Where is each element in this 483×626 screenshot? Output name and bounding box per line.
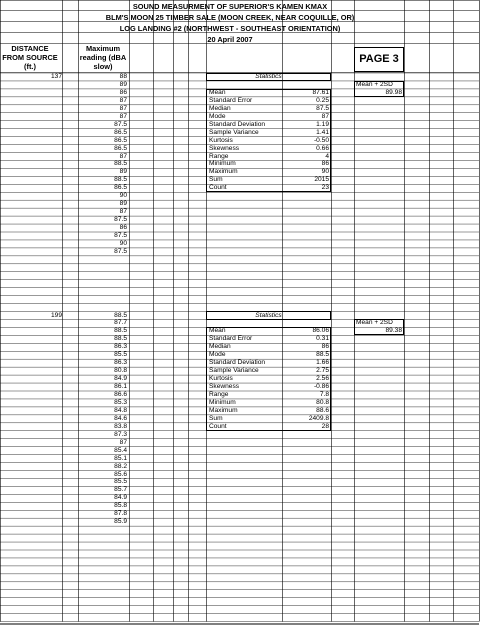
title-line-1: SOUND MEASURMENT OF SUPERIOR'S KAMEN KMAX (132, 2, 328, 11)
stat-label: Sum (209, 414, 223, 422)
title-line-3: LOG LANDING #2 (NORTHWEST - SOUTHEAST ORIENTATION) (119, 24, 341, 33)
reading-value: 84.6 (114, 414, 127, 422)
reading-value: 85.7 (114, 486, 127, 494)
reading-value: 87 (119, 112, 127, 120)
reading-value: 87.8 (114, 510, 127, 518)
reading-value: 83.8 (114, 422, 127, 430)
reading-value: 87 (119, 152, 127, 160)
mean-2sd-box (354, 319, 404, 335)
reading-value: 88 (119, 73, 127, 80)
reading-value: 88.5 (114, 176, 127, 184)
reading-value: 88.5 (114, 335, 127, 343)
stat-value: 80.8 (316, 398, 329, 406)
stat-label: Range (209, 152, 229, 160)
stat-value: 87.61 (312, 88, 329, 96)
reading-value: 87 (119, 104, 127, 112)
reading-value: 86.3 (114, 343, 127, 351)
reading-value: 80.8 (114, 367, 127, 375)
stat-label: Standard Error (209, 96, 253, 104)
title-line-4: 20 April 2007 (207, 35, 253, 44)
stat-value: 0.25 (316, 96, 329, 104)
reading-value: 85.3 (114, 398, 127, 406)
reading-value: 86.5 (114, 136, 127, 144)
reading-value: 87.7 (114, 319, 127, 327)
distance-column-header: DISTANCE FROM SOURCE (ft.) (2, 44, 58, 71)
reading-value: 85.5 (114, 478, 127, 486)
statistics-table-box (206, 327, 331, 430)
stat-value: 90 (321, 168, 329, 176)
reading-value: 85.1 (114, 454, 127, 462)
stat-value: -0.50 (313, 136, 329, 144)
mean-2sd-label: Mean + 2SD (356, 80, 393, 88)
stat-value: 86 (321, 160, 329, 168)
stat-value: 87.5 (316, 104, 329, 112)
stat-label: Standard Deviation (209, 359, 266, 367)
stat-label: Maximum (209, 406, 238, 414)
stat-label: Standard Error (209, 335, 253, 343)
stat-value: 0.66 (316, 144, 329, 152)
reading-value: 84.9 (114, 375, 127, 383)
reading-value: 90 (119, 239, 127, 247)
stat-label: Median (209, 104, 231, 112)
stat-value: 2015 (314, 176, 329, 184)
reading-value: 88.5 (114, 311, 127, 319)
page-label: PAGE 3 (359, 53, 399, 65)
stat-label: Sample Variance (209, 367, 259, 375)
reading-value: 87.5 (114, 216, 127, 224)
reading-value: 88.5 (114, 160, 127, 168)
reading-value: 89 (119, 200, 127, 208)
reading-value: 85.4 (114, 446, 127, 454)
distance-value: 199 (50, 311, 62, 319)
stat-value: 23 (321, 184, 329, 192)
stat-label: Maximum (209, 168, 238, 176)
reading-value: 87 (119, 96, 127, 104)
stat-label: Standard Deviation (209, 120, 266, 128)
reading-value: 88.2 (114, 462, 127, 470)
reading-value: 87.5 (114, 120, 127, 128)
reading-value: 85.8 (114, 502, 127, 510)
statistics-table-box (206, 89, 331, 192)
stat-value: 86 (321, 343, 329, 351)
stat-label: Median (209, 343, 231, 351)
reading-value: 86 (119, 224, 127, 232)
title-line-2: BLM'S MOON 25 TIMBER SALE (MOON CREEK, NEAR COQUILLE, OR) (105, 13, 355, 22)
reading-value: 86.5 (114, 144, 127, 152)
reading-value: 86.5 (114, 184, 127, 192)
distance-value: 137 (50, 73, 62, 80)
reading-value: 87 (119, 208, 127, 216)
stat-label: Sum (209, 176, 223, 184)
reading-value: 85.9 (114, 518, 127, 526)
stat-label: Skewness (209, 144, 240, 152)
statistics-title: Statistics (255, 311, 282, 319)
stat-label: Mean (209, 88, 226, 96)
mean-2sd-value: 89.98 (385, 88, 402, 96)
stat-value: 1.66 (316, 359, 329, 367)
stat-value: 87 (321, 112, 329, 120)
stat-value: 1.41 (316, 128, 329, 136)
reading-value: 87.3 (114, 430, 127, 438)
reading-value: 86.6 (114, 391, 127, 398)
stat-label: Mean (209, 327, 226, 335)
stat-label: Count (209, 422, 227, 430)
stat-value: -0.86 (313, 383, 329, 391)
reading-value: 85.6 (114, 470, 127, 478)
stat-value: 7.8 (319, 391, 329, 398)
mean-2sd-value: 89.38 (385, 327, 402, 335)
stat-value: 0.31 (316, 335, 329, 343)
mean-2sd-label: Mean + 2SD (356, 319, 393, 327)
stat-value: 4 (325, 152, 329, 160)
stat-label: Skewness (209, 383, 240, 391)
stat-value: 2409.8 (308, 414, 329, 422)
stat-value: 1.19 (316, 120, 329, 128)
mean-2sd-box (354, 81, 404, 97)
reading-value: 87 (119, 438, 127, 446)
stat-label: Mode (209, 112, 226, 120)
stat-value: 28 (321, 422, 329, 430)
stat-label: Minimum (209, 398, 236, 406)
stat-label: Kurtosis (209, 136, 233, 144)
reading-value: 87.5 (114, 232, 127, 239)
reading-value: 86 (119, 88, 127, 96)
stat-value: 88.5 (316, 351, 329, 359)
reading-value: 86.1 (114, 383, 127, 391)
reading-value: 87.5 (114, 247, 127, 255)
stat-label: Range (209, 391, 229, 398)
statistics-title: Statistics (255, 73, 282, 80)
reading-value: 86.3 (114, 359, 127, 367)
stat-label: Count (209, 184, 227, 192)
reading-column-header: Maximum reading (dBA slow) (79, 44, 127, 71)
stat-label: Mode (209, 351, 226, 359)
stat-value: 2.56 (316, 375, 329, 383)
reading-value: 85.5 (114, 351, 127, 359)
reading-value: 90 (119, 192, 127, 200)
reading-value: 86.5 (114, 128, 127, 136)
reading-value: 88.5 (114, 327, 127, 335)
stat-value: 86.06 (312, 327, 329, 335)
stat-label: Sample Variance (209, 128, 259, 136)
stat-value: 2.75 (316, 367, 329, 375)
reading-value: 84.9 (114, 494, 127, 502)
stat-label: Minimum (209, 160, 236, 168)
reading-value: 89 (119, 80, 127, 88)
stat-label: Kurtosis (209, 375, 233, 383)
stat-value: 88.6 (316, 406, 329, 414)
reading-value: 89 (119, 168, 127, 176)
reading-value: 84.8 (114, 406, 127, 414)
